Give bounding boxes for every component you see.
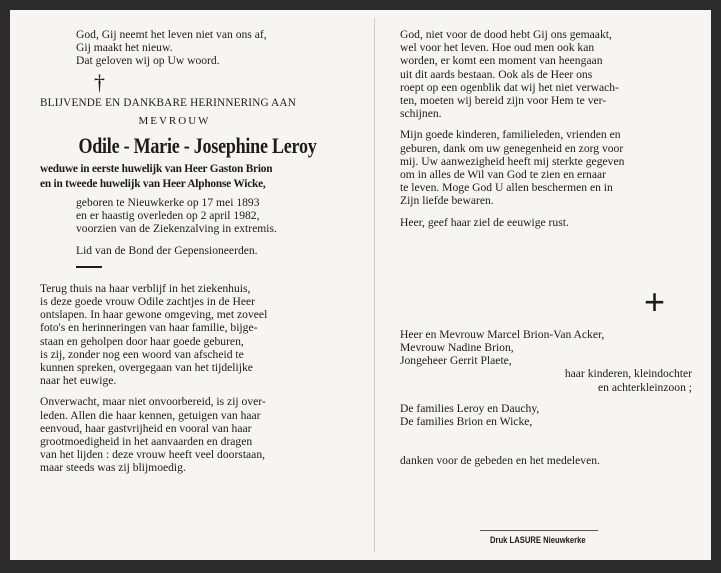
printer-rule <box>480 530 598 531</box>
family-list <box>400 328 692 394</box>
para-line: leden. Allen die haar kennen, getuigen van haar <box>40 408 261 422</box>
separator-dash <box>76 266 102 268</box>
family-line: Jongeheer Gerrit Plaete, <box>400 354 512 368</box>
closing-prayer: Heer, geef haar ziel de eeuwige rust. <box>400 215 569 229</box>
para-line: naar het euwige. <box>40 374 117 388</box>
families-list <box>400 402 692 428</box>
paragraph-character <box>40 395 355 474</box>
memorial-card <box>10 10 711 560</box>
para-line: grootmoedigheid in het aanvaarden en dragen <box>40 435 253 449</box>
para-line: uit dit aards bestaan. Ook als de Heer ons <box>400 67 593 81</box>
para-line: ontslapen. In haar gewone omgeving, met zoveel <box>40 308 268 322</box>
deceased-name: Odile - Marie - Josephine Leroy <box>78 133 317 159</box>
para-line: Mijn goede kinderen, familieleden, vrienden en <box>400 128 621 142</box>
birth-line: geboren te Nieuwkerke op 17 mei 1893 <box>76 196 260 210</box>
birth-details <box>40 196 355 257</box>
verse-line: Gij maakt het nieuw. <box>76 41 173 55</box>
cross-icon: + <box>644 281 666 322</box>
para-line: schijnen. <box>400 107 442 121</box>
families-line: De families Leroy en Dauchy, <box>400 401 540 415</box>
para-line: is deze goede vrouw Odile zachtjes in de Heer <box>40 295 256 309</box>
para-line: wel voor het leven. Hoe oud men ook kan <box>400 41 595 55</box>
marriage-line: en in tweede huwelijk van Heer Alphonse Wicke, <box>40 178 266 191</box>
paragraph-farewell <box>400 128 692 207</box>
para-line: eenvoud, haar gastvrijheid en vooral van haar <box>40 421 252 435</box>
para-line: te leven. Moge God U allen beschermen en in <box>400 181 613 195</box>
intro-heading: BLIJVENDE EN DANKBARE HERINNERING AAN <box>40 96 296 109</box>
para-line: van het lijden : deze vrouw heeft veel doorstaan, <box>40 448 266 462</box>
membership-line: Lid van de Bond der Gepensioneerden. <box>76 243 258 257</box>
paragraph-prayer <box>400 28 692 120</box>
para-line: Zijn liefde bewaren. <box>400 194 494 208</box>
para-line: Onverwacht, maar niet onvoorbereid, is zij over- <box>40 395 266 409</box>
family-relation-line: en achterkleinzoon ; <box>598 380 692 394</box>
paragraph-home <box>40 282 355 388</box>
para-line: ten, moeten wij bereid zijn voor Hem te ver- <box>400 94 607 108</box>
birth-line: en er haastig overleden op 2 april 1982, <box>76 209 260 223</box>
para-line: staan en geholpen door haar goede geburen, <box>40 334 244 348</box>
para-line: geburen, dank om uw genegenheid en zorg voor <box>400 141 624 155</box>
para-line: God, niet voor de dood hebt Gij ons gemaakt, <box>400 28 612 41</box>
para-line: om in alles de Wil van God te zien en ernaar <box>400 168 606 182</box>
marriage-line: weduwe in eerste huwelijk van Heer Gaston Brion <box>40 163 273 176</box>
verse-line: Dat geloven wij op Uw woord. <box>76 54 220 68</box>
para-line: foto's en herinneringen van haar familie, bijge- <box>40 321 258 335</box>
title-mevrouw: MEVROUW <box>138 114 211 127</box>
verse-line: God, Gij neemt het leven niet van ons af, <box>76 28 267 41</box>
para-line: worden, er komt een moment van heengaan <box>400 54 603 68</box>
para-line: maar steeds was zij blijmoedig. <box>40 461 186 475</box>
para-line: roept op een ogenblik dat wij het niet verwach- <box>400 80 619 94</box>
para-line: kunnen spreken, overgegaan van het tijdelijke <box>40 361 253 375</box>
para-line: Terug thuis na haar verblijf in het ziekenhuis, <box>40 281 251 295</box>
families-line: De families Brion en Wicke, <box>400 415 533 429</box>
family-line: Mevrouw Nadine Brion, <box>400 341 514 355</box>
thanks-line: danken voor de gebeden en het medeleven. <box>400 454 600 468</box>
family-relation-line: haar kinderen, kleindochter <box>564 367 692 381</box>
fold-line <box>374 18 375 552</box>
opening-verse <box>40 28 355 68</box>
cross-icon: † <box>94 69 105 95</box>
family-line: Heer en Mevrouw Marcel Brion-Van Acker, <box>400 327 605 341</box>
birth-line: voorzien van de Ziekenzalving in extremis. <box>76 222 277 236</box>
para-line: is zij, zonder nog een woord van afscheid te <box>40 347 244 361</box>
printer-credit: Druk LASURE Nieuwkerke <box>490 535 586 545</box>
left-panel <box>40 28 355 475</box>
right-panel <box>400 28 692 467</box>
para-line: mij. Uw aanwezigheid heeft mij sterkte gegeven <box>400 154 625 168</box>
